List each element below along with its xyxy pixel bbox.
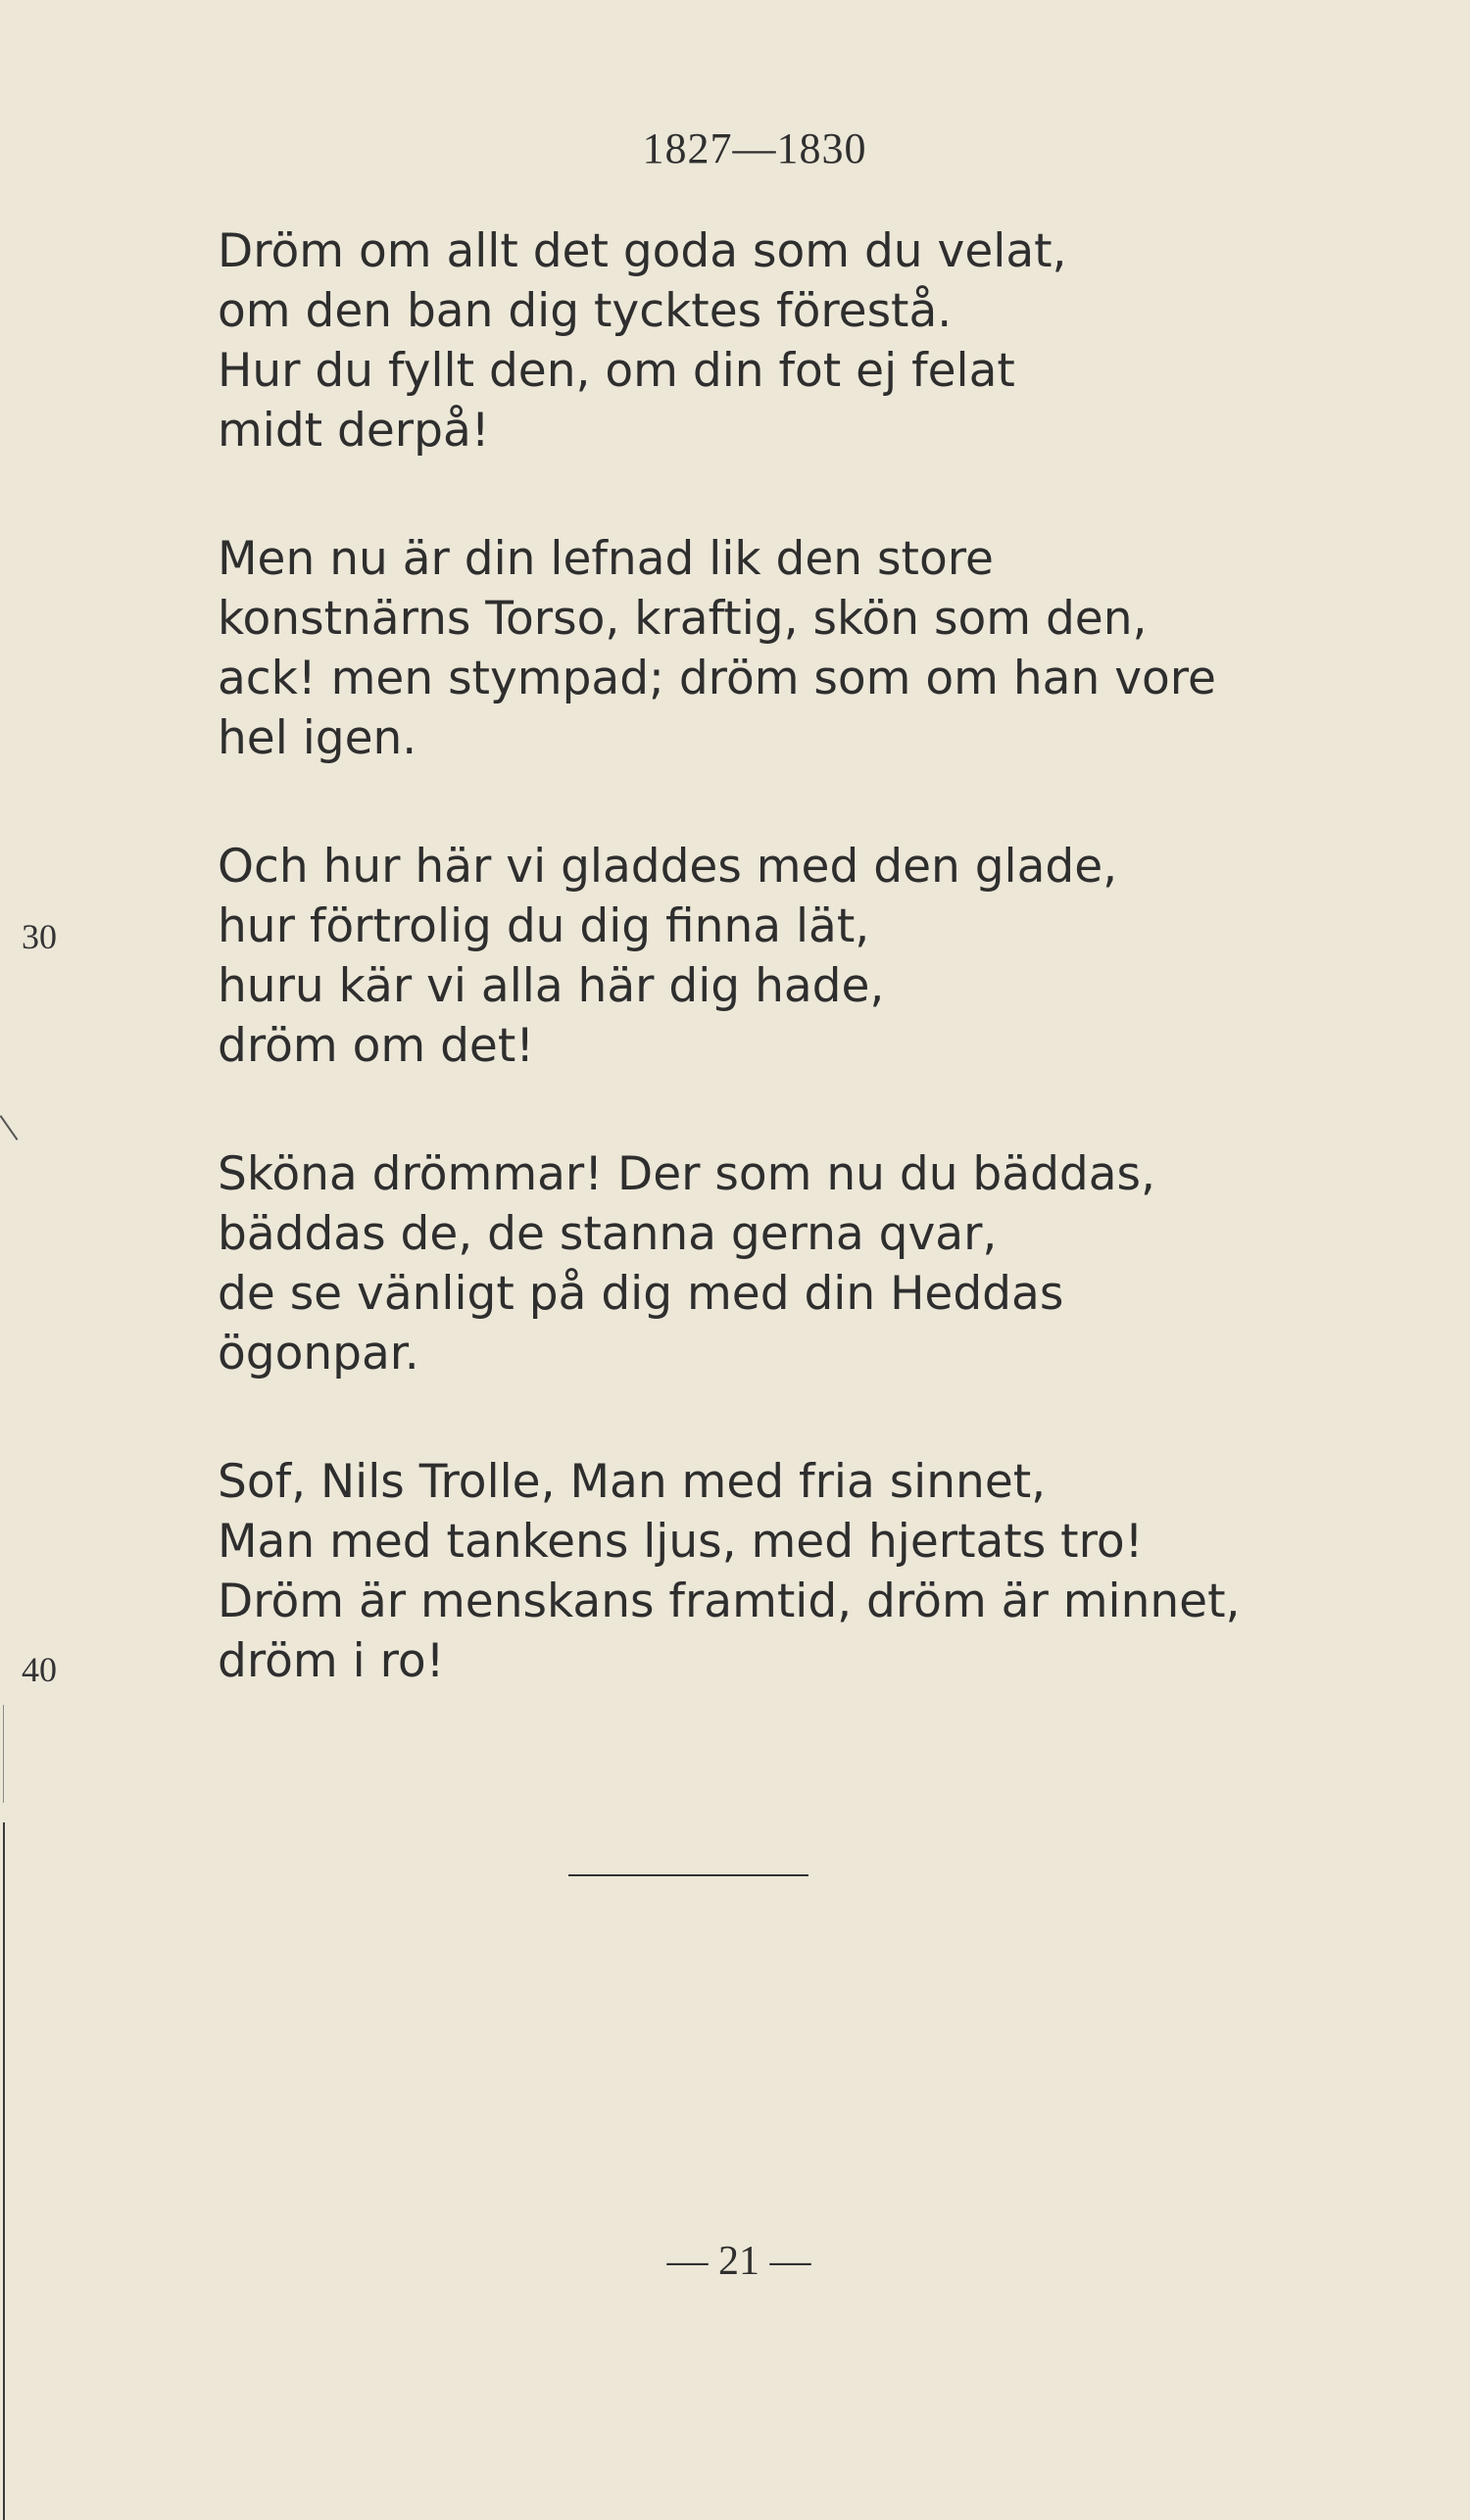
- verse-line: bäddas de, de stanna gerna qvar,: [218, 1207, 998, 1261]
- verse-line: konstnärns Torso, kraftig, skön som den,: [218, 592, 1148, 646]
- page-edge-line: [3, 1822, 5, 2520]
- verse-line: Sköna drömmar! Der som nu du bäddas,: [218, 1147, 1155, 1201]
- end-rule: [568, 1874, 808, 1876]
- verse-line: Men nu är din lefnad lik den store: [218, 532, 994, 586]
- stanza-1: [218, 221, 1394, 460]
- running-head: 1827—1830: [642, 124, 867, 172]
- verse-line: Dröm om allt det goda som du velat,: [218, 224, 1067, 278]
- poem: [218, 221, 1394, 1760]
- verse-line: Hur du fyllt den, om din fot ej felat: [218, 344, 1015, 398]
- verse-line: om den ban dig tycktes förestå.: [218, 284, 953, 338]
- stanza-3: [218, 837, 1394, 1076]
- line-number-40: 40: [22, 1650, 57, 1689]
- verse-line: Man med tankens ljus, med hjertats tro!: [218, 1515, 1144, 1569]
- verse-line: Dröm är menskans framtid, dröm är minnet,: [218, 1575, 1241, 1628]
- verse-line: hel igen.: [218, 711, 417, 765]
- line-number-30: 30: [22, 917, 57, 956]
- stanza-5: [218, 1452, 1394, 1691]
- verse-line: dröm i ro!: [218, 1634, 445, 1688]
- verse-line: dröm om det!: [218, 1019, 535, 1073]
- verse-line: ögonpar.: [218, 1327, 419, 1381]
- verse-line: Sof, Nils Trolle, Man med fria sinnet,: [218, 1455, 1047, 1509]
- verse-line: huru kär vi alla här dig hade,: [218, 959, 885, 1013]
- page-edge-shadow: [3, 1705, 4, 1803]
- verse-line: ack! men stympad; dröm som om han vore: [218, 652, 1216, 705]
- verse-line: Och hur här vi gladdes med den glade,: [218, 840, 1118, 894]
- stanza-4: [218, 1144, 1394, 1383]
- verse-line: de se vänligt på dig med din Heddas: [218, 1267, 1064, 1321]
- verse-line: hur förtrolig du dig finna lät,: [218, 899, 870, 953]
- stanza-2: [218, 529, 1394, 768]
- page-number: — 21 —: [666, 2239, 811, 2284]
- pencil-mark: [0, 1115, 18, 1140]
- verse-line: midt derpå!: [218, 404, 490, 458]
